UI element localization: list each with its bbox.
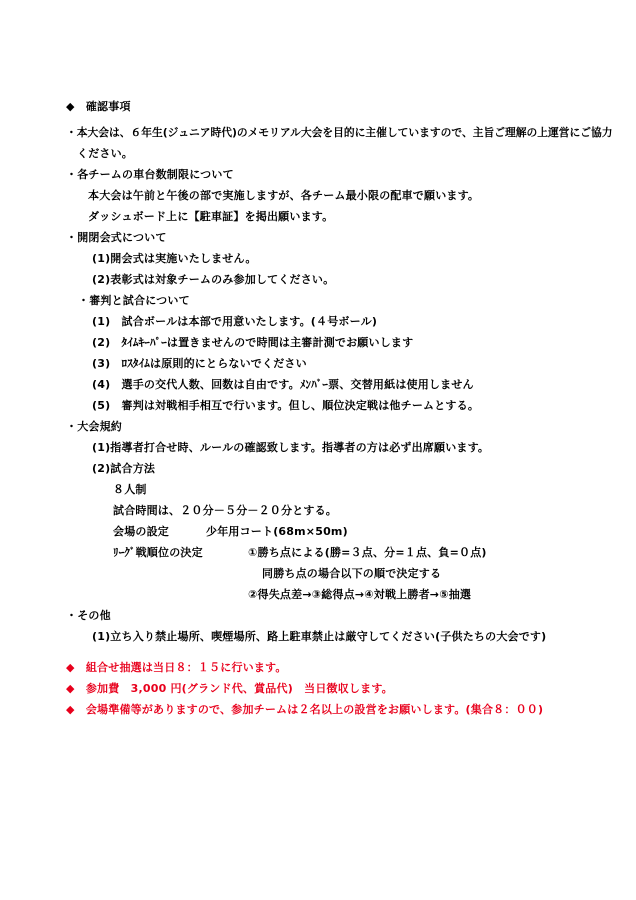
section-heading-confirmation: ◆ 確認事項 bbox=[66, 100, 131, 113]
rules-section-title: ・大会規約 bbox=[66, 420, 122, 433]
referee-item: (4) 選手の交代人数、回数は自由です。ﾒﾝﾊﾞｰ票、交替用紙は使用しません bbox=[92, 378, 474, 391]
referee-item: (1) 試合ボールは本部で用意いたします。(４号ボール) bbox=[92, 315, 378, 328]
rules-match-time: 試合時間は、２０分－５分－２０分とする。 bbox=[113, 504, 337, 517]
vehicle-section-title: ・各チームの車台数制限について bbox=[66, 168, 234, 181]
other-item-1: (1)立ち入り禁止場所、喫煙場所、路上駐車禁止は厳守してください(子供たちの大会です) bbox=[92, 630, 547, 643]
notice-lottery: ◆ 組合せ抽選は当日８：１５に行います。 bbox=[66, 661, 287, 674]
rules-league-label: ﾘｰｸﾞ戦順位の決定 bbox=[113, 546, 203, 559]
notice-setup: ◆ 会場準備等がありますので、参加チームは２名以上の設営をお願いします。(集合８：００) bbox=[66, 703, 544, 716]
vehicle-line-2: ダッシュボード上に【駐車証】を掲出願います。 bbox=[88, 210, 334, 223]
other-section-title: ・その他 bbox=[66, 609, 111, 622]
vehicle-line-1: 本大会は午前と午後の部で実施しますが、各チーム最小限の配車で願います。 bbox=[88, 189, 480, 202]
rules-league-rule-1: ①勝ち点による(勝=３点、分=１点、負=０点) bbox=[248, 546, 487, 559]
referee-section-title: ・審判と試合について bbox=[78, 294, 190, 307]
rules-venue-value: 少年用コート(68m×50m) bbox=[206, 525, 348, 538]
rules-players: ８人制 bbox=[113, 483, 147, 496]
notice-fee: ◆ 参加費 3,000 円(グランド代、賞品代) 当日徴収します。 bbox=[66, 682, 393, 695]
rules-league-rule-3: ②得失点差→③総得点→④対戦上勝者→⑤抽選 bbox=[248, 588, 472, 601]
referee-item: (3) ﾛｽﾀｲﾑは原則的にとらないでください bbox=[92, 357, 307, 370]
rules-item-1: (1)指導者打合せ時、ルールの確認致します。指導者の方は必ず出席願います。 bbox=[92, 441, 490, 454]
referee-item: (5) 審判は対戦相手相互で行います。但し、順位決定戦は他チームとする。 bbox=[92, 399, 480, 412]
rules-league-rule-2: 同勝ち点の場合以下の順で決定する bbox=[262, 567, 442, 580]
purpose-line-1: ・本大会は、６年生(ジュニア時代)のメモリアル大会を目的に主催していますので、主旨ご理解の上運営にご協力 bbox=[66, 126, 613, 139]
ceremony-item: (2)表彰式は対象チームのみ参加してください。 bbox=[92, 273, 335, 286]
ceremony-section-title: ・開閉会式について bbox=[66, 231, 167, 244]
rules-item-2: (2)試合方法 bbox=[92, 462, 156, 475]
purpose-line-2: ください。 bbox=[77, 147, 133, 160]
rules-venue-label: 会場の設定 bbox=[113, 525, 169, 538]
referee-item: (2) ﾀｲﾑｷｰﾊﾟｰは置きませんので時間は主審計測でお願いします bbox=[92, 336, 414, 349]
ceremony-item: (1)開会式は実施いたしません。 bbox=[92, 252, 257, 265]
